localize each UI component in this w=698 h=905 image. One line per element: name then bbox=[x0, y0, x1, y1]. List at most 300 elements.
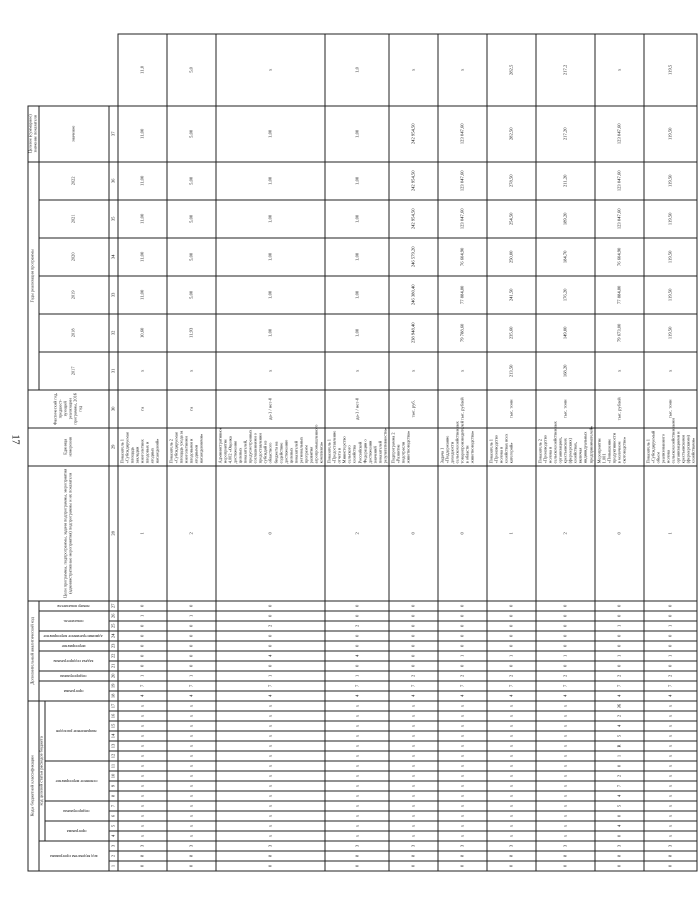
code-cell: Ж bbox=[595, 701, 644, 711]
code-cell: 0 bbox=[118, 661, 167, 671]
column-number: 3 bbox=[109, 841, 118, 851]
year-2022-header: 2022 bbox=[39, 162, 109, 200]
code-cell: 1 bbox=[644, 621, 698, 631]
code-cell: 5 bbox=[595, 801, 644, 811]
year-value-cell: 1,00 bbox=[325, 276, 389, 314]
target-value-cell: х bbox=[438, 34, 487, 106]
code-cell: 4 bbox=[644, 691, 698, 701]
code-cell: 0 bbox=[167, 621, 216, 631]
code-cell: 1 bbox=[595, 651, 644, 661]
code-cell: 0 bbox=[595, 861, 644, 871]
code-cell: 0 bbox=[595, 631, 644, 641]
unit-cell: тыс. тонн bbox=[536, 390, 595, 428]
code-cell: 2 bbox=[536, 671, 595, 681]
column-number: 24 bbox=[109, 631, 118, 641]
code-cell: 0 bbox=[487, 661, 536, 671]
target-value-cell: х bbox=[595, 34, 644, 106]
page-number: 17 bbox=[9, 434, 21, 445]
column-number: 4 bbox=[109, 831, 118, 841]
code-cell: 2 bbox=[325, 621, 389, 631]
code-cell: х bbox=[216, 821, 325, 831]
table-row bbox=[595, 34, 644, 871]
code-cell: х bbox=[487, 731, 536, 741]
base-year-cell: х bbox=[389, 352, 438, 390]
code-cell: х bbox=[325, 751, 389, 761]
code-cell: 4 bbox=[325, 651, 389, 661]
column-number: 12 bbox=[109, 751, 118, 761]
code-cell: 1 bbox=[118, 671, 167, 681]
code-cell: 8 bbox=[118, 851, 167, 861]
year-value-cell: 119,50 bbox=[644, 200, 698, 238]
code-cell: 0 bbox=[438, 661, 487, 671]
code-cell: х bbox=[487, 831, 536, 841]
code-cell: 0 bbox=[325, 661, 389, 671]
code-cell: 1 bbox=[325, 671, 389, 681]
code-cell: х bbox=[438, 701, 487, 711]
code-cell: х bbox=[487, 701, 536, 711]
year-value-cell: 246 579,20 bbox=[389, 238, 438, 276]
unit-cell: тыс. рублей bbox=[438, 390, 487, 428]
code-cell: х bbox=[438, 711, 487, 721]
code-cell: х bbox=[167, 741, 216, 751]
column-number: 9 bbox=[109, 781, 118, 791]
code-cell: 4 bbox=[438, 691, 487, 701]
code-cell: х bbox=[216, 741, 325, 751]
year-value-cell: 5,00 bbox=[167, 106, 216, 162]
code-cell: 3 bbox=[536, 841, 595, 851]
code-cell: 4 bbox=[595, 821, 644, 831]
year-value-cell: 176,20 bbox=[536, 276, 595, 314]
code-cell: х bbox=[438, 731, 487, 741]
code-cell: х bbox=[167, 711, 216, 721]
code-cell: х bbox=[118, 731, 167, 741]
column-number: 14 bbox=[109, 731, 118, 741]
code-cell: 0 bbox=[325, 601, 389, 611]
code-cell: 7 bbox=[644, 681, 698, 691]
code-cell: 7 bbox=[595, 681, 644, 691]
code-cell: х bbox=[167, 751, 216, 761]
code-cell: х bbox=[216, 811, 325, 821]
code-cell: х bbox=[438, 771, 487, 781]
year-value-cell: 76 604,90 bbox=[595, 238, 644, 276]
code-cell: 7 bbox=[536, 681, 595, 691]
code-cell: х bbox=[389, 721, 438, 731]
target-value-cell: 119,5 bbox=[644, 34, 698, 106]
column-number: 1 bbox=[109, 861, 118, 871]
year-value-cell: 123 047,60 bbox=[595, 162, 644, 200]
code-cell: х bbox=[644, 731, 698, 741]
base-year-cell: х bbox=[325, 352, 389, 390]
code-cell: 0 bbox=[216, 641, 325, 651]
code-cell: х bbox=[325, 801, 389, 811]
code-cell: х bbox=[216, 801, 325, 811]
code-cell: х bbox=[325, 781, 389, 791]
code-cell: х bbox=[216, 831, 325, 841]
column-number: 10 bbox=[109, 771, 118, 781]
code-cell: х bbox=[438, 801, 487, 811]
target-value-cell: х bbox=[389, 34, 438, 106]
code-cell: 0 bbox=[644, 641, 698, 651]
code-cell: х bbox=[118, 791, 167, 801]
code-cell: х bbox=[118, 811, 167, 821]
code-cell: 0 bbox=[389, 621, 438, 631]
code-cell: 7 bbox=[325, 681, 389, 691]
code-cell: х bbox=[167, 831, 216, 841]
target-article-header: код целевой статьи расходов бюджета bbox=[39, 701, 45, 841]
column-number: 6 bbox=[109, 811, 118, 821]
year-value-cell: 119,50 bbox=[644, 276, 698, 314]
code-cell: 1 bbox=[167, 671, 216, 681]
unit-cell: га bbox=[118, 390, 167, 428]
column-number: 30 bbox=[109, 390, 118, 428]
code-cell: 0 bbox=[389, 631, 438, 641]
indicator-name-cell: Показатель 1 «Субсидируемая площадь закладки многолетних плодовых и ягодных насаждений» bbox=[118, 428, 167, 466]
indicator-name-cell: Показатель 1 «Производство молока в хозяйствах всех категорий» bbox=[487, 428, 536, 466]
code-cell: 2 bbox=[389, 671, 438, 681]
year-value-cell: 11,00 bbox=[118, 238, 167, 276]
base-year-cell: х bbox=[216, 352, 325, 390]
year-value-cell: 254,50 bbox=[487, 200, 536, 238]
code-cell: 0 bbox=[438, 466, 487, 601]
code-cell: 2 bbox=[595, 671, 644, 681]
code-cell: 0 bbox=[438, 631, 487, 641]
analytic-code-header: Дополнительный аналитический код bbox=[28, 601, 39, 701]
indicator-name-cell: Мероприятие 1.001 «Повышение продуктивности в молочном скотоводстве» bbox=[595, 428, 644, 466]
column-number: 27 bbox=[109, 601, 118, 611]
code-cell: 7 bbox=[487, 681, 536, 691]
year-value-cell: 5,00 bbox=[167, 162, 216, 200]
year-value-cell: 11,93 bbox=[167, 314, 216, 352]
code-cell: х bbox=[438, 811, 487, 821]
column-number: 2 bbox=[109, 851, 118, 861]
year-value-cell: 11,00 bbox=[118, 162, 167, 200]
code-cell: 0 bbox=[389, 861, 438, 871]
code-cell: х bbox=[389, 811, 438, 821]
year-value-cell: 282,50 bbox=[487, 106, 536, 162]
code-cell: х bbox=[487, 791, 536, 801]
year-value-cell: 184,70 bbox=[536, 238, 595, 276]
code-cell: х bbox=[389, 711, 438, 721]
code-cell: 0 bbox=[167, 601, 216, 611]
code-cell: х bbox=[167, 771, 216, 781]
code-cell: 0 bbox=[536, 861, 595, 871]
code-cell: х bbox=[536, 771, 595, 781]
code-cell: 0 bbox=[536, 601, 595, 611]
analytic-task-header: задача подпрограммы bbox=[39, 651, 109, 671]
target-value-cell: 217,2 bbox=[536, 34, 595, 106]
code-cell: 4 bbox=[216, 651, 325, 661]
code-cell: 1 bbox=[167, 611, 216, 621]
column-number: 35 bbox=[109, 200, 118, 238]
column-number: 20 bbox=[109, 671, 118, 681]
column-number: 26 bbox=[109, 611, 118, 621]
column-number: 32 bbox=[109, 314, 118, 352]
column-number: 31 bbox=[109, 352, 118, 390]
table-row bbox=[216, 34, 325, 871]
code-cell: 1 bbox=[595, 751, 644, 761]
table-row bbox=[389, 34, 438, 871]
base-year-cell: 213,50 bbox=[487, 352, 536, 390]
code-cell: 0 bbox=[118, 651, 167, 661]
code-cell: 1 bbox=[595, 621, 644, 631]
year-value-cell: 1,00 bbox=[216, 200, 325, 238]
code-cell: 1 bbox=[644, 651, 698, 661]
code-cell: х bbox=[216, 791, 325, 801]
column-number: 25 bbox=[109, 621, 118, 631]
code-cell: 0 bbox=[389, 651, 438, 661]
code-cell: 0 bbox=[325, 641, 389, 651]
code-cell: х bbox=[389, 781, 438, 791]
base-year-cell: х bbox=[644, 352, 698, 390]
year-value-cell: 123 047,60 bbox=[438, 106, 487, 162]
code-cell: х bbox=[167, 731, 216, 741]
code-cell: 0 bbox=[389, 641, 438, 651]
table-row bbox=[438, 34, 487, 871]
code-cell: х bbox=[325, 731, 389, 741]
code-cell: 0 bbox=[389, 601, 438, 611]
column-number: 16 bbox=[109, 711, 118, 721]
code-cell: 0 bbox=[536, 621, 595, 631]
year-value-cell: 11,00 bbox=[118, 200, 167, 238]
code-cell: 0 bbox=[595, 831, 644, 841]
year-value-cell: 1,00 bbox=[216, 276, 325, 314]
analytic-subprogram-header: подпрограмма bbox=[39, 671, 109, 681]
code-cell: х bbox=[216, 721, 325, 731]
code-cell: 8 bbox=[536, 851, 595, 861]
code-cell: 8 bbox=[595, 851, 644, 861]
code-cell: 4 bbox=[595, 691, 644, 701]
code-cell: 2 bbox=[216, 621, 325, 631]
year-value-cell: 77 884,80 bbox=[438, 276, 487, 314]
code-cell: 7 bbox=[167, 681, 216, 691]
code-cell: х bbox=[167, 781, 216, 791]
code-cell: 3 bbox=[438, 841, 487, 851]
code-cell: 0 bbox=[438, 861, 487, 871]
year-value-cell: 119,50 bbox=[644, 162, 698, 200]
code-cell: 0 bbox=[325, 861, 389, 871]
analytic-program-header: программа bbox=[39, 681, 109, 701]
code-cell: 0 bbox=[167, 861, 216, 871]
year-value-cell: 77 884,80 bbox=[595, 276, 644, 314]
code-cell: х bbox=[389, 701, 438, 711]
code-cell: х bbox=[487, 741, 536, 751]
code-cell: х bbox=[118, 721, 167, 731]
target-value-cell: 282,5 bbox=[487, 34, 536, 106]
code-cell: 1 bbox=[438, 651, 487, 661]
code-cell: 0 bbox=[438, 611, 487, 621]
code-cell: х bbox=[325, 761, 389, 771]
code-cell: х bbox=[536, 801, 595, 811]
table-row bbox=[536, 34, 595, 871]
code-cell: 7 bbox=[389, 681, 438, 691]
code-cell: 8 bbox=[389, 851, 438, 861]
program-code-header: код ведомства программы bbox=[39, 841, 109, 871]
code-cell: х bbox=[644, 701, 698, 711]
code-cell: х bbox=[389, 761, 438, 771]
unit-cell: тыс. тонн bbox=[644, 390, 698, 428]
code-cell: 0 bbox=[595, 641, 644, 651]
code-cell: 4 bbox=[536, 691, 595, 701]
main-event-header: основное мероприятие bbox=[45, 761, 109, 801]
code-cell: 1 bbox=[118, 611, 167, 621]
column-number: 13 bbox=[109, 741, 118, 751]
code-cell: 0 bbox=[216, 861, 325, 871]
year-value-cell: 189,20 bbox=[536, 200, 595, 238]
code-cell: 0 bbox=[438, 601, 487, 611]
code-cell: х bbox=[536, 811, 595, 821]
code-cell: 0 bbox=[118, 861, 167, 871]
column-number: 11 bbox=[109, 761, 118, 771]
code-cell: 0 bbox=[389, 661, 438, 671]
code-cell: х bbox=[389, 831, 438, 841]
code-cell: х bbox=[325, 711, 389, 721]
year-value-cell: 123 047,60 bbox=[438, 200, 487, 238]
table-row bbox=[118, 34, 167, 871]
code-cell: 4 bbox=[595, 791, 644, 801]
column-number: 15 bbox=[109, 721, 118, 731]
unit-cell: да-1 / нет-0 bbox=[325, 390, 389, 428]
indicator-name-cell: Показатель 2 «Субсидируемая площадь ухода за многолетними плодовыми и ягодными насаждениями» bbox=[167, 428, 216, 466]
code-cell: х bbox=[325, 701, 389, 711]
code-cell: х bbox=[216, 761, 325, 771]
code-cell: х bbox=[216, 781, 325, 791]
base-year-cell: х bbox=[438, 352, 487, 390]
code-cell: R bbox=[595, 741, 644, 751]
year-value-cell: 241,50 bbox=[487, 276, 536, 314]
code-cell: х bbox=[325, 821, 389, 831]
program-indicator-table bbox=[28, 34, 698, 872]
unit-cell: тыс. руб. bbox=[389, 390, 438, 428]
program-indicator-table-container bbox=[27, 34, 696, 872]
code-cell: 0 bbox=[216, 466, 325, 601]
target-value-cell: 5,0 bbox=[167, 34, 216, 106]
code-cell: 0 bbox=[487, 861, 536, 871]
analytic-admin-header: административное мероприятие bbox=[39, 631, 109, 641]
year-value-cell: 1,00 bbox=[216, 106, 325, 162]
code-cell: 0 bbox=[644, 661, 698, 671]
code-cell: 4 bbox=[595, 721, 644, 731]
year-value-cell: 123 047,60 bbox=[595, 106, 644, 162]
code-cell: 5 bbox=[595, 731, 644, 741]
column-number: 28 bbox=[109, 466, 118, 601]
code-cell: х bbox=[389, 821, 438, 831]
table-row bbox=[644, 34, 698, 871]
code-cell: 0 bbox=[118, 641, 167, 651]
indicator-name-cell: Показатель 1 «Предоставление отчета в Министерство сельского хозяйства Российской Федерации о достижении значений показателей результативности» bbox=[325, 428, 389, 466]
name-header: Цели программы, подпрограммы, задачи подпрограммы, мероприятия (административные мероприятия) подпрограммы и их показатели bbox=[28, 466, 109, 601]
code-cell: 0 bbox=[536, 641, 595, 651]
unit-cell: да-1 / нет-0 bbox=[216, 390, 325, 428]
year-value-cell: 79 673,00 bbox=[595, 314, 644, 352]
code-cell: 0 bbox=[595, 611, 644, 621]
code-cell: х bbox=[216, 731, 325, 741]
code-cell: х bbox=[389, 791, 438, 801]
target-value-cell: 1,0 bbox=[325, 34, 389, 106]
code-cell: х bbox=[438, 741, 487, 751]
code-cell: х bbox=[536, 831, 595, 841]
code-cell: 2 bbox=[644, 671, 698, 681]
year-value-cell: 11,00 bbox=[118, 276, 167, 314]
year-value-cell: 123 047,60 bbox=[438, 162, 487, 200]
code-cell: х bbox=[487, 781, 536, 791]
code-cell: 3 bbox=[644, 841, 698, 851]
code-cell: х bbox=[325, 791, 389, 801]
year-value-cell: 79 788,60 bbox=[438, 314, 487, 352]
base-year-cell: 168,20 bbox=[536, 352, 595, 390]
code-cell: х bbox=[167, 811, 216, 821]
code-cell: х bbox=[438, 821, 487, 831]
code-cell: х bbox=[118, 801, 167, 811]
code-cell: х bbox=[487, 801, 536, 811]
code-cell: 0 bbox=[118, 621, 167, 631]
code-cell: 0 bbox=[644, 631, 698, 641]
year-value-cell: 1,00 bbox=[325, 314, 389, 352]
indicator-name-cell: Подпрограмма 2 «Развитие подотрасли животноводства» bbox=[389, 428, 438, 466]
indicator-name-cell: Показатель 2 «Производство молока в сельскохозяйственных организациях, крестьянских (фермерских) хозяйствах, включая индивидуальных предпринимателей» bbox=[536, 428, 595, 466]
year-value-cell: 5,00 bbox=[167, 200, 216, 238]
column-number: 18 bbox=[109, 691, 118, 701]
code-cell: 0 bbox=[487, 611, 536, 621]
code-cell: х bbox=[118, 711, 167, 721]
program-header: программа bbox=[45, 821, 109, 841]
unit-cell: тыс. тонн bbox=[487, 390, 536, 428]
code-cell: х bbox=[118, 761, 167, 771]
code-cell: 3 bbox=[325, 841, 389, 851]
table-row bbox=[167, 34, 216, 871]
code-cell: х bbox=[389, 801, 438, 811]
year-value-cell: 1,00 bbox=[325, 106, 389, 162]
year-value-cell: 1,00 bbox=[216, 162, 325, 200]
column-number: 34 bbox=[109, 238, 118, 276]
code-cell: 8 bbox=[438, 851, 487, 861]
code-cell: х bbox=[325, 811, 389, 821]
actual-year-header: Фактический год, предшест- вующий реализации программы, 2016 год bbox=[28, 390, 109, 428]
code-cell: 3 bbox=[216, 841, 325, 851]
code-cell: 0 bbox=[595, 466, 644, 601]
year-value-cell: 235,60 bbox=[487, 314, 536, 352]
analytic-number-header: номер показателя bbox=[39, 601, 109, 611]
code-cell: х bbox=[536, 761, 595, 771]
code-cell: 0 bbox=[167, 631, 216, 641]
code-cell: х bbox=[536, 781, 595, 791]
code-cell: 8 bbox=[216, 851, 325, 861]
code-cell: х bbox=[167, 821, 216, 831]
code-cell: 0 bbox=[487, 601, 536, 611]
code-cell: х bbox=[644, 781, 698, 791]
code-cell: х bbox=[644, 741, 698, 751]
code-cell: 0 bbox=[118, 631, 167, 641]
code-cell: 4 bbox=[325, 691, 389, 701]
code-cell: 0 bbox=[536, 661, 595, 671]
column-number: 7 bbox=[109, 801, 118, 811]
code-cell: х bbox=[325, 741, 389, 751]
code-cell: х bbox=[536, 741, 595, 751]
column-number: 37 bbox=[109, 106, 118, 162]
code-cell: х bbox=[487, 821, 536, 831]
code-cell: 0 bbox=[325, 631, 389, 641]
column-number: 21 bbox=[109, 661, 118, 671]
year-value-cell: 5,00 bbox=[167, 238, 216, 276]
year-2018-header: 2018 bbox=[39, 314, 109, 352]
code-cell: х bbox=[118, 781, 167, 791]
year-value-cell: 250,00 bbox=[487, 238, 536, 276]
direction-header: направление расходов bbox=[45, 701, 109, 761]
code-cell: х bbox=[167, 761, 216, 771]
code-cell: х bbox=[216, 711, 325, 721]
code-cell: 0 bbox=[438, 641, 487, 651]
code-cell: х bbox=[167, 701, 216, 711]
year-value-cell: 11,00 bbox=[118, 106, 167, 162]
